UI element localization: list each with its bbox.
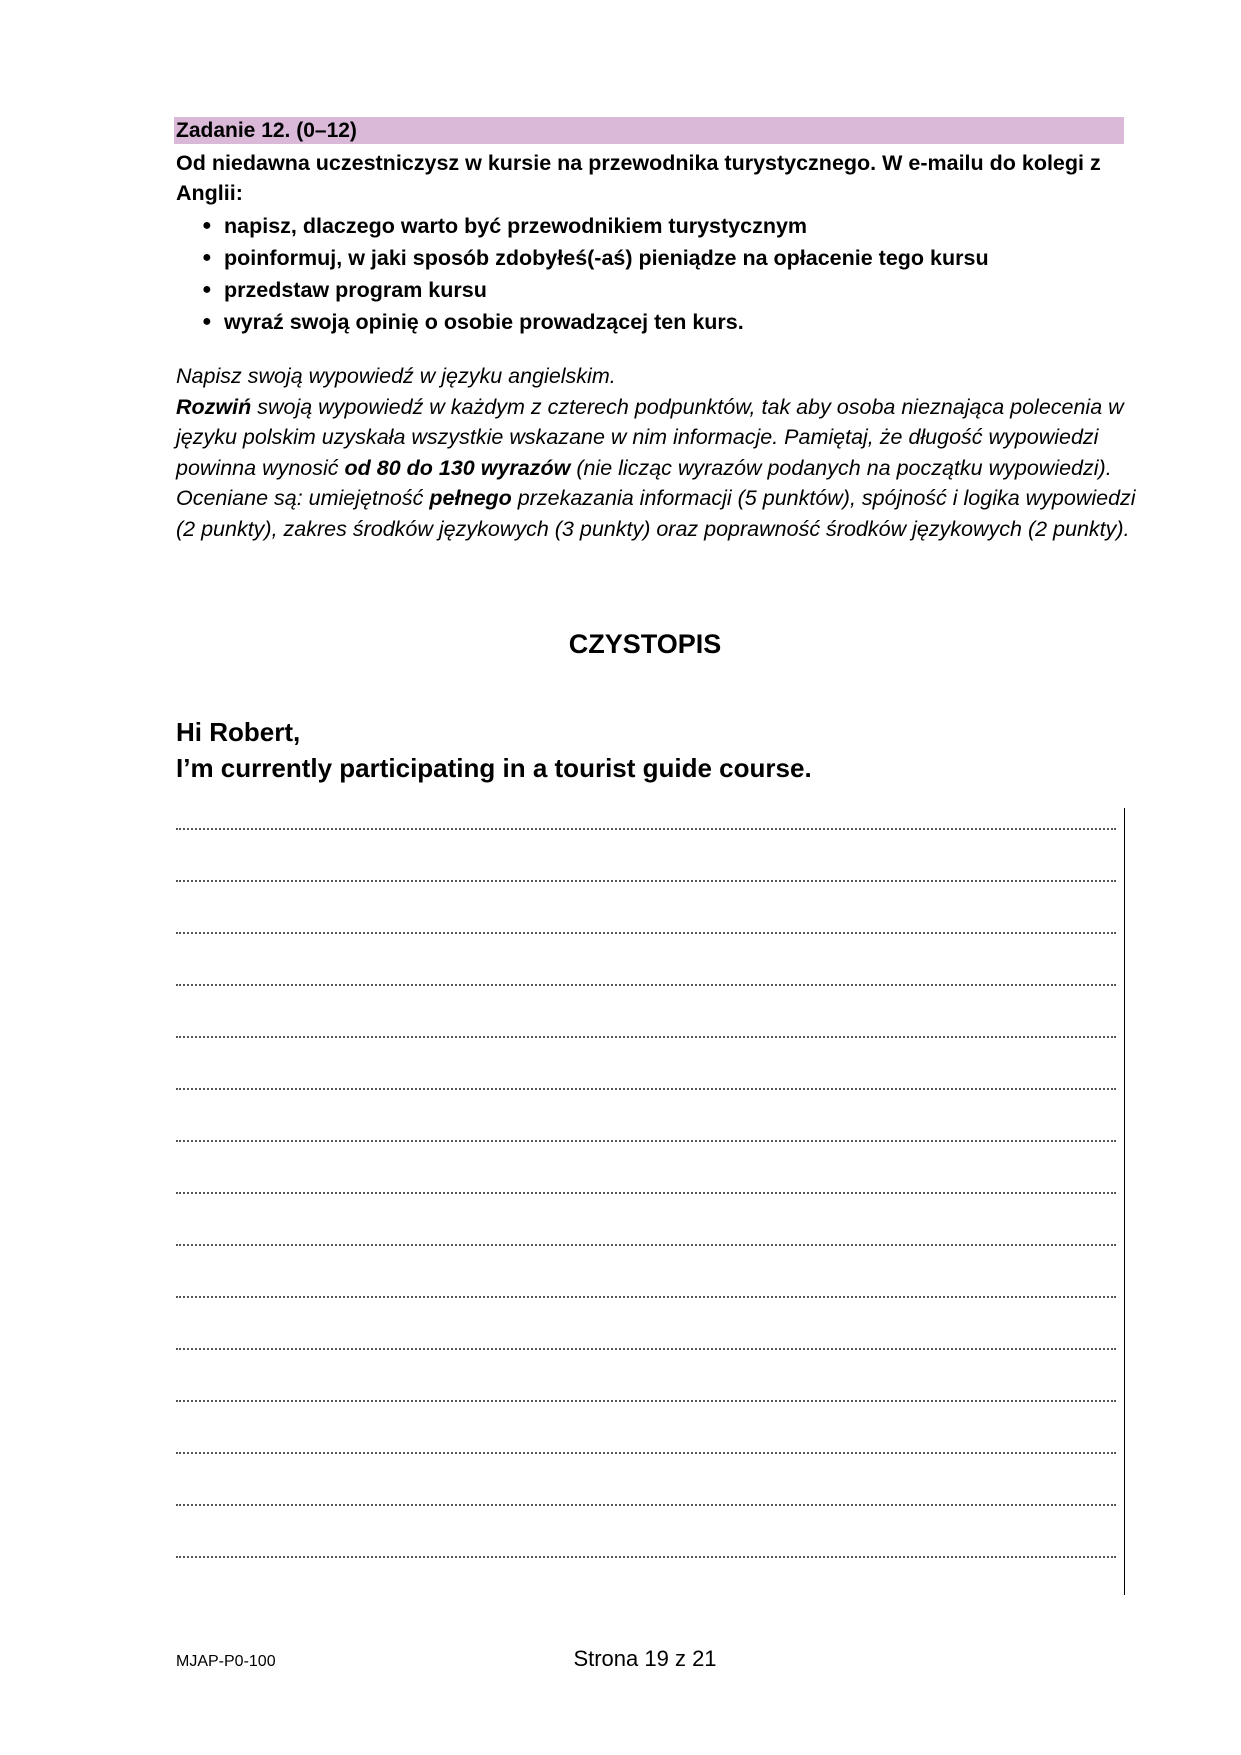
footer-exam-code: MJAP-P0-100 [176,1653,276,1670]
instructions-bold-develop: Rozwiń [176,394,252,419]
answer-line[interactable] [176,1506,1116,1558]
answer-line[interactable] [176,934,1116,986]
instructions-line-1: Napisz swoją wypowiedź w języku angielskim. [176,364,616,388]
instructions-text: (nie licząc wyrazów podanych na początku wypowiedzi). Oceniane są: umiejętność [176,455,1112,510]
answer-line[interactable] [176,986,1116,1038]
answer-area[interactable] [176,808,1116,1558]
task-bullet-item [176,242,1136,274]
answer-line[interactable] [176,1246,1116,1298]
task-bullet-item [176,306,1136,338]
instructions-text: swoją wypowiedź w każdym z czterech podpunktów, tak aby osoba nieznająca polecenia w języku polskim uzyskała wszystkie wskazane w nim informacje. Pamiętaj, że długość wypowiedzi powinna wynosić [176,394,1124,480]
greeting-line: Hi Robert, [176,717,301,747]
opening-sentence: I’m currently participating in a tourist guide course. [176,753,812,783]
answer-line[interactable] [176,1038,1116,1090]
answer-line[interactable] [176,1142,1116,1194]
bullet-icon: ● [202,249,212,266]
task-bullet-text: napisz, dlaczego warto być przewodnikiem turystycznym [224,214,808,238]
bullet-icon: ● [202,217,212,234]
answer-line[interactable] [176,808,1116,830]
task-bullet-item [176,274,1136,306]
instructions-bold-full: pełnego [429,486,512,510]
answer-line[interactable] [176,1454,1116,1506]
task-bullet-item [176,210,1136,242]
task-bullet-text: poinformuj, w jaki sposób zdobyłeś(-aś) pieniądze na opłacenie tego kursu [224,246,989,270]
instructions-paragraph [176,392,1136,545]
answer-line[interactable] [176,1298,1116,1350]
task-header: Zadanie 12. (0–12) [174,117,1124,144]
margin-rule [1124,808,1125,1595]
page-title: CZYSTOPIS [568,629,722,659]
footer-page-number: Strona 19 z 21 [573,1646,717,1671]
answer-line[interactable] [176,1090,1116,1142]
instructions-text: przekazania informacji (5 punktów), spójność i logika wypowiedzi (2 punkty), zakres środków językowych (3 punkty) oraz poprawność środków językowych (2 punkty). [176,486,1136,541]
answer-line[interactable] [176,882,1116,934]
answer-line[interactable] [176,1350,1116,1402]
task-bullet-text: przedstaw program kursu [224,278,487,302]
task-bullet-list [176,210,1136,338]
answer-line[interactable] [176,1194,1116,1246]
bullet-icon: ● [202,281,212,298]
answer-line[interactable] [176,1402,1116,1454]
instructions-bold-word-count: od 80 do 130 wyrazów [344,455,571,480]
task-intro: Od niedawna uczestniczysz w kursie na przewodnika turystycznego. W e-mailu do kolegi z Anglii: [176,151,1101,205]
bullet-icon: ● [202,313,212,330]
instructions [176,361,1136,544]
answer-line[interactable] [176,830,1116,882]
email-opening [176,714,1136,786]
task-bullet-text: wyraź swoją opinię o osobie prowadzącej ten kurs. [224,310,744,334]
